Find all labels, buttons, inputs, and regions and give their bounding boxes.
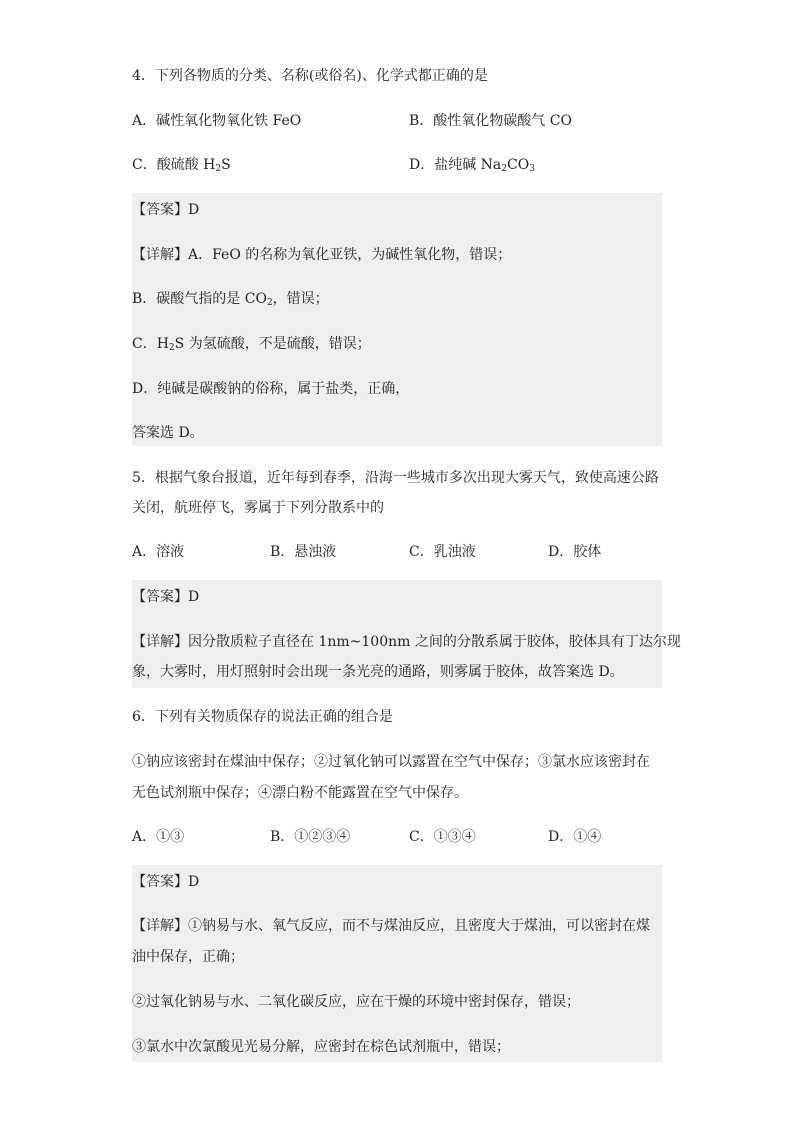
q6-option-b: B．①②③④ (270, 829, 351, 845)
q4-option-d: D．盐纯碱 $Na_2CO_3$ (409, 157, 535, 174)
q4-answer: 【答案】D (132, 202, 200, 218)
q5-answer: 【答案】D (132, 589, 200, 605)
q5-option-d: D．胶体 (548, 544, 602, 560)
q5-option-c: C．乳浊液 (409, 544, 476, 560)
q4-detail-5: 答案选 D。 (132, 425, 204, 441)
q5-detail-2: 象，大雾时，用灯照射时会出现一条光亮的通路，则雾属于胶体，故答案选 D。 (132, 664, 624, 680)
q6-detail-1: 【详解】①钠易与水、氧气反应，而不与煤油反应，且密度大于煤油，可以密封在煤 (132, 918, 650, 934)
q5-stem-1: 5．根据气象台报道，近年每到春季，沿海一些城市多次出现大雾天气，致使高速公路 (132, 470, 659, 486)
q5-detail-1: 【详解】因分散质粒子直径在 1nm~100nm 之间的分散系属于胶体，胶体具有丁达尔现 (132, 634, 681, 650)
q6-stem: 6．下列有关物质保存的说法正确的组合是 (132, 709, 393, 725)
q6-detail-4: ③氯水中次氯酸见光易分解，应密封在棕色试剂瓶中，错误； (132, 1039, 510, 1055)
q4-option-c: C．酸硫酸 $H_2S$ (132, 157, 231, 174)
q6-answer: 【答案】D (132, 874, 200, 890)
q4-detail-4: D．纯碱是碳酸钠的俗称，属于盐类，正确， (132, 381, 410, 397)
q5-option-a: A．溶液 (132, 544, 185, 560)
q4-option-a: A．碱性氧化物氧化铁 FeO (132, 113, 302, 129)
q6-statement-1: ①钠应该密封在煤油中保存；②过氧化钠可以露置在空气中保存；③氯水应该密封在 (132, 754, 650, 770)
q4-detail-3: C．$H_2S$ 为氢硫酸，不是硫酸，错误； (132, 336, 371, 353)
q4-option-b: B．酸性氧化物碳酸气 CO (409, 113, 572, 129)
q4-stem: 4．下列各物质的分类、名称(或俗名)、化学式都正确的是 (132, 68, 488, 84)
q6-option-d: D．①④ (548, 829, 602, 845)
q6-option-a: A．①③ (132, 829, 185, 845)
q6-detail-2: 油中保存，正确； (132, 949, 244, 965)
q5-stem-2: 关闭，航班停飞，雾属于下列分散系中的 (132, 500, 384, 516)
q4-detail-2: B．碳酸气指的是 $CO_2$，错误； (132, 291, 329, 308)
q6-detail-3: ②过氧化钠易与水、二氧化碳反应，应在干燥的环境中密封保存，错误； (132, 994, 580, 1010)
q5-option-b: B．悬浊液 (270, 544, 337, 560)
q4-answer-box (132, 193, 662, 446)
q6-statement-2: 无色试剂瓶中保存；④漂白粉不能露置在空气中保存。 (132, 785, 468, 801)
q4-detail-1: 【详解】A．FeO 的名称为氧化亚铁，为碱性氧化物，错误； (132, 247, 512, 263)
q6-option-c: C．①③④ (409, 829, 476, 845)
